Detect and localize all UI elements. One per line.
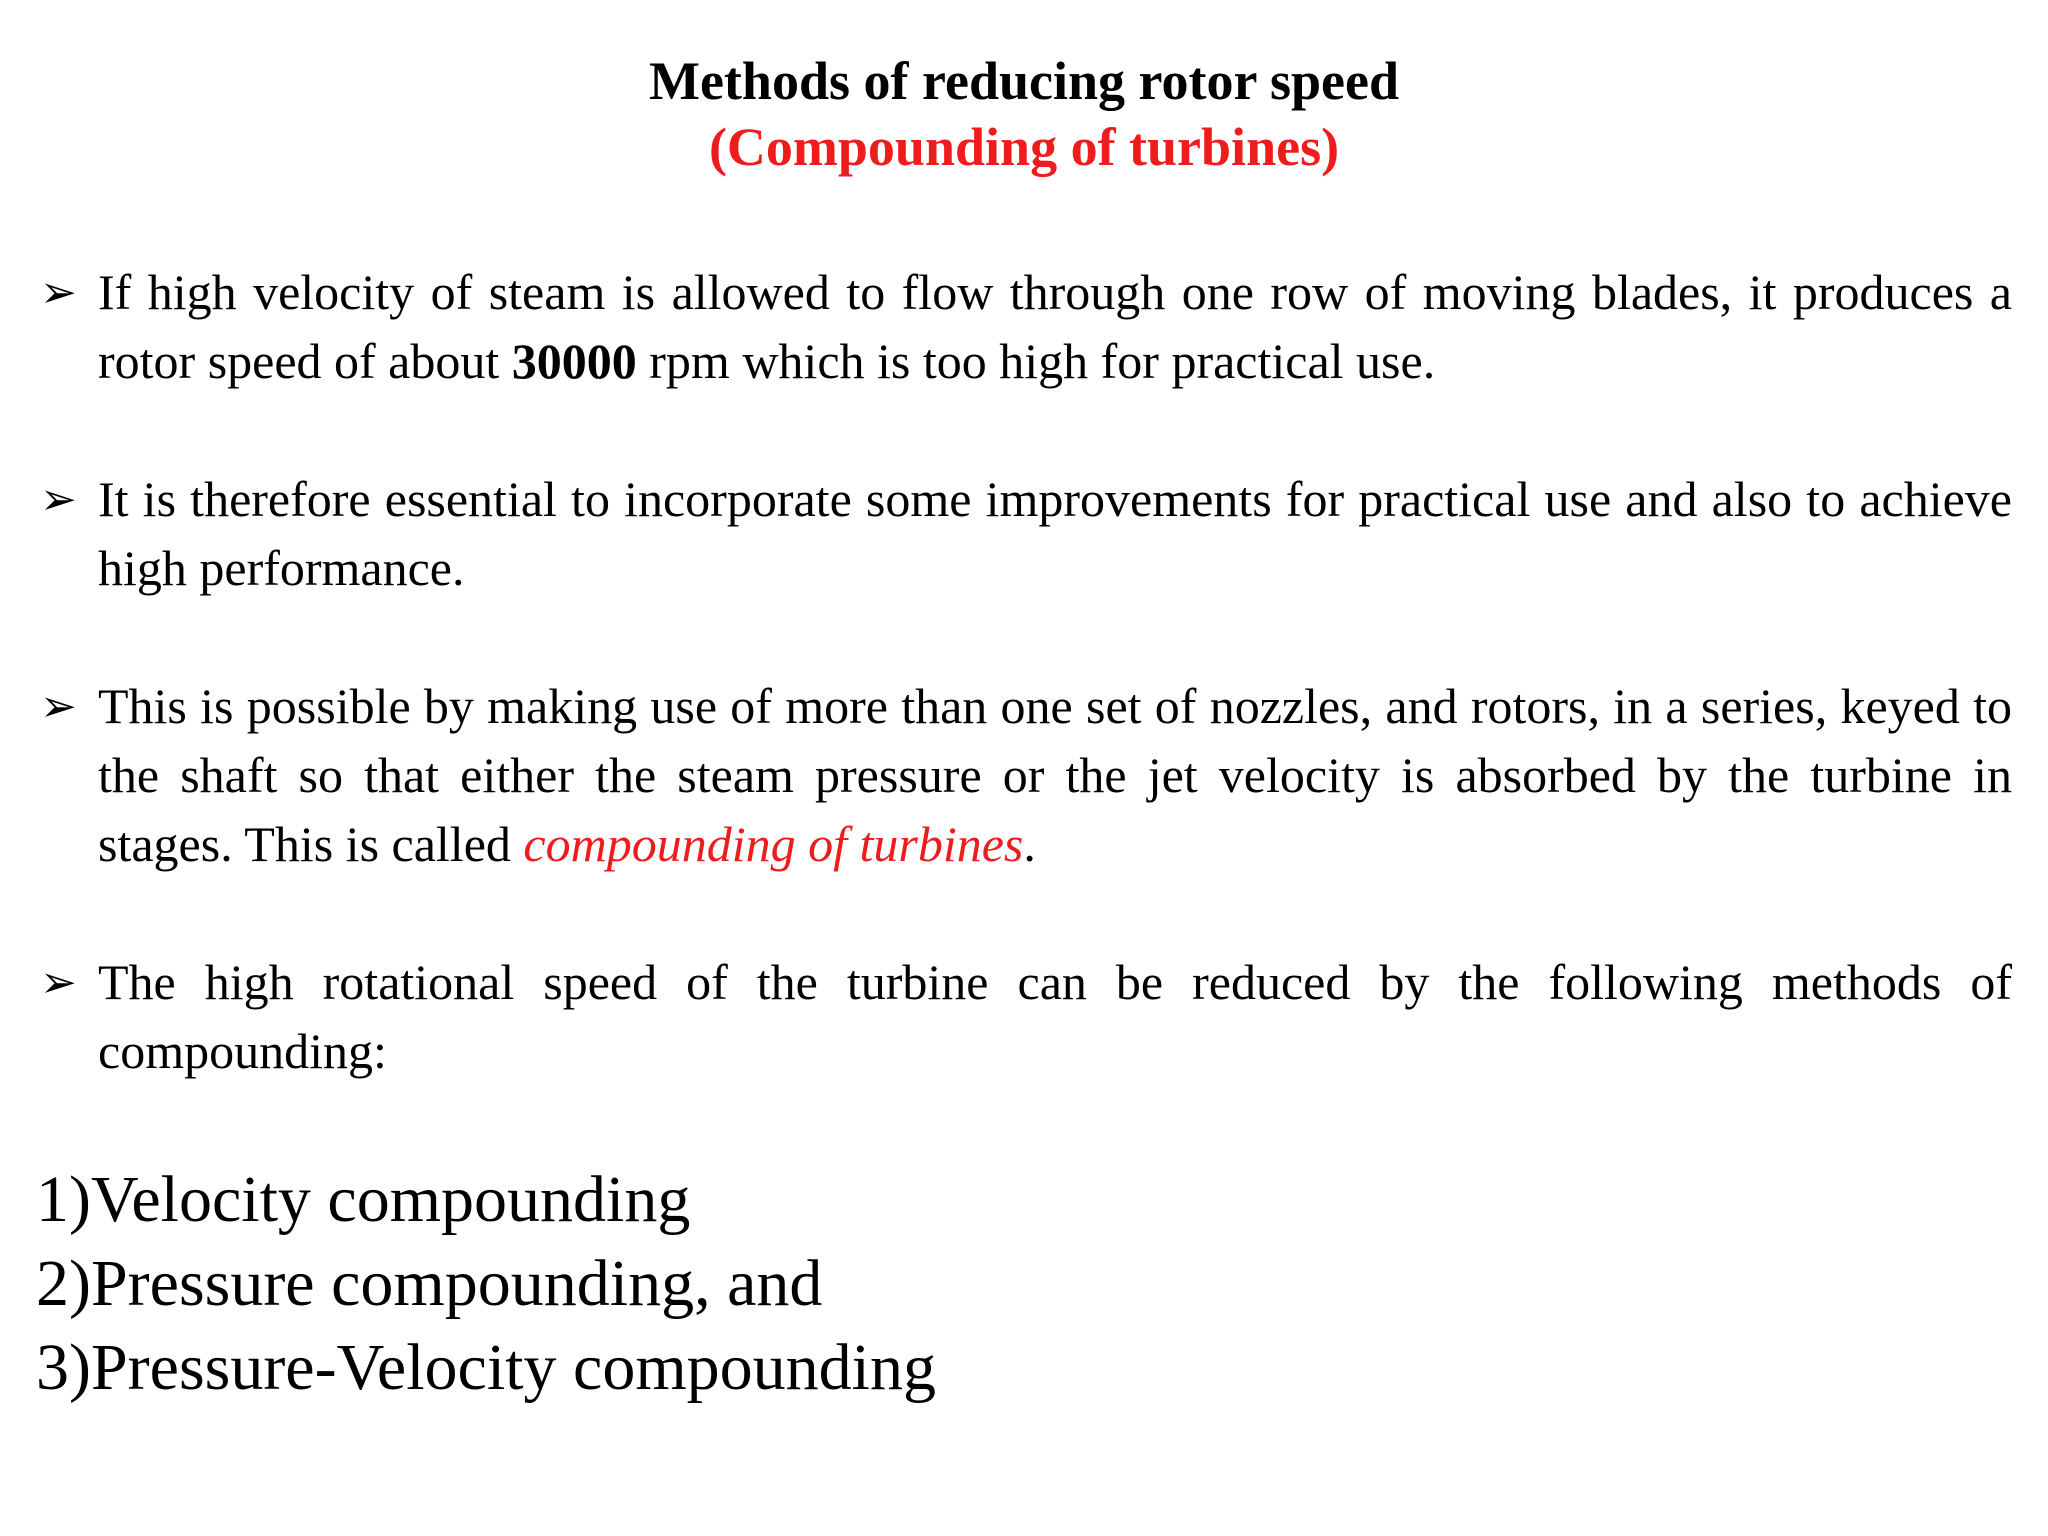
page-subtitle: (Compounding of turbines): [708, 117, 1340, 177]
method-pressure-compounding: 2)Pressure compounding, and: [36, 1247, 823, 1320]
page-title: Methods of reducing rotor speed: [649, 51, 1399, 111]
arrowhead-bullet-icon: ➢: [40, 958, 77, 1007]
bullet-text-1-pre: If high velocity of steam is allowed to flow through one row of moving blades, it produces a rotor speed of about: [98, 264, 2012, 389]
compounding-term: compounding of turbines: [523, 816, 1024, 872]
bullet-text-3-pre: This is possible by making use of more than one set of nozzles, and rotors, in a series, keyed to the shaft so that either the steam pressure or the jet velocity is absorbed by the turbine in stages. This is called: [98, 678, 2012, 872]
bullet-text-4: The high rotational speed of the turbine can be reduced by the following methods of compounding:: [98, 954, 2012, 1079]
bullet-list: [40, 258, 2012, 1155]
bullet-text-1-post: rpm which is too high for practical use.: [636, 333, 1436, 389]
arrowhead-bullet-icon: ➢: [40, 268, 77, 317]
bullet-item-3: [40, 672, 2012, 879]
arrowhead-bullet-icon: ➢: [40, 682, 77, 731]
title-block: [0, 48, 2048, 180]
bullet-item-4: [40, 948, 2012, 1086]
method-pressure-velocity-compounding: 3)Pressure-Velocity compounding: [36, 1331, 936, 1404]
bullet-item-2: [40, 465, 2012, 603]
bullet-text-2: It is therefore essential to incorporate some improvements for practical use and also to achieve high performance.: [98, 471, 2012, 596]
bullet-item-1: [40, 258, 2012, 396]
bullet-text-3-post: .: [1023, 816, 1036, 872]
method-velocity-compounding: 1)Velocity compounding: [36, 1163, 691, 1236]
methods-list: [36, 1158, 1536, 1410]
arrowhead-bullet-icon: ➢: [40, 475, 77, 524]
rotor-speed-value: 30000: [511, 333, 637, 389]
